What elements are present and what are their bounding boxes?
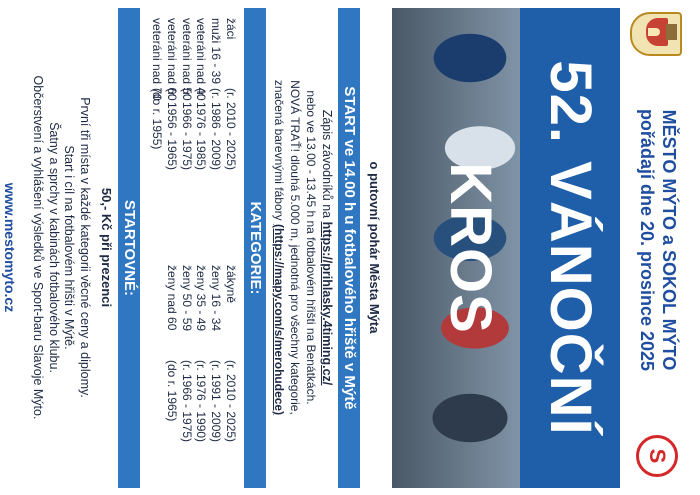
category-years: (r. 1966 - 1975) bbox=[179, 88, 194, 171]
refreshments-line: Občerstvení a vyhlášení výsledků ve Sport-baru Slavoje Mýto. bbox=[31, 75, 46, 420]
event-info bbox=[30, 0, 92, 495]
category-years: (r. 1976 - 1985) bbox=[194, 88, 209, 171]
fee-amount: 50,- Kč při prezenci bbox=[99, 187, 114, 308]
registration-prefix: Zápis závodníků na bbox=[320, 109, 334, 222]
registration-onsite: nebo ve 13.00 - 13.45 h na fotbalovém hřišti na Benátkách. bbox=[304, 90, 318, 405]
start-finish-line: Start i cíl na fotbalovém hřišti v Mýtě. bbox=[62, 145, 77, 350]
organizers-line: MĚSTO MÝTO a SOKOL MÝTO bbox=[659, 109, 679, 371]
category-name: žákyně bbox=[224, 265, 238, 304]
sokol-logo-icon: S bbox=[636, 435, 678, 477]
women-category-years bbox=[164, 360, 238, 442]
category-years: (do r. 1965) bbox=[164, 360, 179, 422]
changing-rooms-line: Šatny a sprchy v kabinách fotbalového klubu. bbox=[47, 122, 61, 373]
category-name: ženy 16 - 34 bbox=[209, 265, 224, 332]
category-years: (r. 1986 - 2009) bbox=[209, 88, 224, 171]
trail-info: NOVÁ TRAŤ! dlouhá 5.000 m, jednotná pro všechny kategorie, bbox=[288, 80, 302, 415]
category-years: (r. 1956 - 1965) bbox=[164, 88, 179, 171]
town-crest-icon bbox=[630, 12, 682, 56]
category-years: (r. 1966 - 1975) bbox=[179, 360, 194, 443]
category-name: ženy nad 60 bbox=[164, 265, 179, 331]
trail-marking-prefix: značená barevnými fábory bbox=[272, 79, 286, 224]
trail-map-link[interactable]: (https://mapy.com/s/merohudece) bbox=[272, 223, 286, 416]
fee-heading: STARTOVNÉ: bbox=[118, 8, 140, 488]
trail-marking bbox=[272, 0, 286, 495]
category-years: (r. 2010 - 2025) bbox=[224, 88, 238, 171]
category-name: ženy 50 - 59 bbox=[179, 265, 194, 332]
registration-line bbox=[320, 0, 334, 495]
category-years: (r. 1976 - 1990) bbox=[194, 360, 209, 443]
event-subtitle: o putovní pohár Města Mýta bbox=[367, 161, 382, 334]
header bbox=[620, 0, 682, 495]
category-name: muži 16 - 39 bbox=[209, 18, 224, 85]
date-line: pořádají dne 20. prosince 2025 bbox=[637, 108, 657, 372]
category-years: (r. 1991 - 2009) bbox=[209, 360, 224, 443]
category-years: (do r. 1955) bbox=[150, 88, 165, 150]
runners-photo bbox=[392, 8, 620, 488]
categories-heading: KATEGORIE: bbox=[244, 8, 266, 488]
category-name: žáci bbox=[224, 18, 238, 40]
category-name: veteráni nad 40 bbox=[194, 18, 209, 101]
category-name: veteráni nad 70 bbox=[150, 18, 165, 101]
men-category-years bbox=[149, 88, 238, 170]
organizers-title bbox=[636, 60, 680, 420]
registration-link[interactable]: https://prihlasky.4timing.cz/ bbox=[320, 221, 334, 386]
category-name: veteráni nad 60 bbox=[164, 18, 179, 101]
women-category-names bbox=[164, 265, 238, 331]
website-link[interactable]: www.mestomyto.cz bbox=[2, 182, 18, 313]
prizes-line: První tři místa v každé kategorii věcné ceny a diplomy. bbox=[78, 97, 92, 398]
category-name: veteráni nad 50 bbox=[179, 18, 194, 101]
category-name: ženy 35 - 49 bbox=[194, 265, 209, 332]
event-title: 52. VÁNOČNÍ KROS bbox=[520, 8, 620, 488]
category-years: (r. 2010 - 2025) bbox=[224, 360, 238, 443]
start-heading: START ve 14.00 h u fotbalového hřiště v Mýtě bbox=[338, 8, 360, 488]
